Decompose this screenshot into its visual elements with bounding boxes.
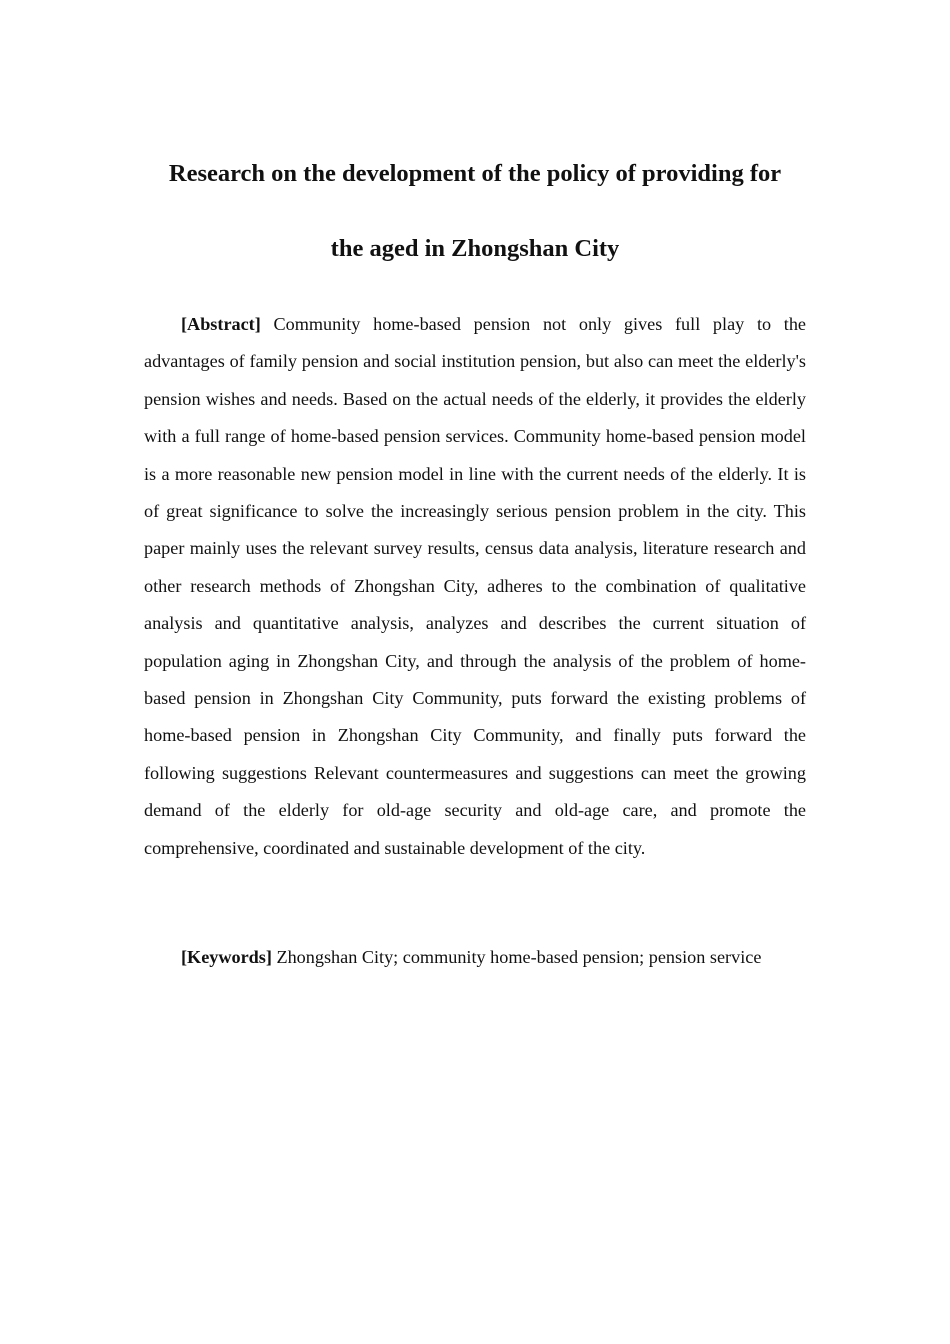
keywords-label: [Keywords] (181, 947, 272, 967)
keywords-paragraph (144, 939, 806, 976)
keywords-text: Zhongshan City; community home-based pension; pension service (276, 947, 762, 967)
abstract-label: [Abstract] (181, 314, 261, 334)
abstract-text: Community home-based pension not only gives full play to the advantages of family pension and social institution pension, but also can meet the elderly's pension wishes and needs. Based on the actual needs of the elderly, it provides the elderly with a full range of home-based pension services. Community home-based pension model is a more reasonable new pension model in line with the current needs of the elderly. It is of great significance to solve the increasingly serious pension problem in the city. This paper mainly uses the relevant survey results, census data analysis, literature research and other research methods of Zhongshan City, adheres to the combination of qualitative analysis and quantitative analysis, analyzes and describes the current situation of population aging in Zhongshan City, and through the analysis of the problem of home-based pension in Zhongshan City Community, puts forward the existing problems of home-based pension in Zhongshan City Community, and finally puts forward the following suggestions Relevant countermeasures and suggestions can meet the growing demand of the elderly for old-age security and old-age care, and promote the comprehensive, coordinated and sustainable development of the city. (144, 314, 807, 858)
paper-title-line-2: the aged in Zhongshan City (330, 235, 620, 262)
abstract-paragraph (144, 306, 806, 867)
paper-title-line-1: Research on the development of the policy of providing for (168, 160, 782, 187)
